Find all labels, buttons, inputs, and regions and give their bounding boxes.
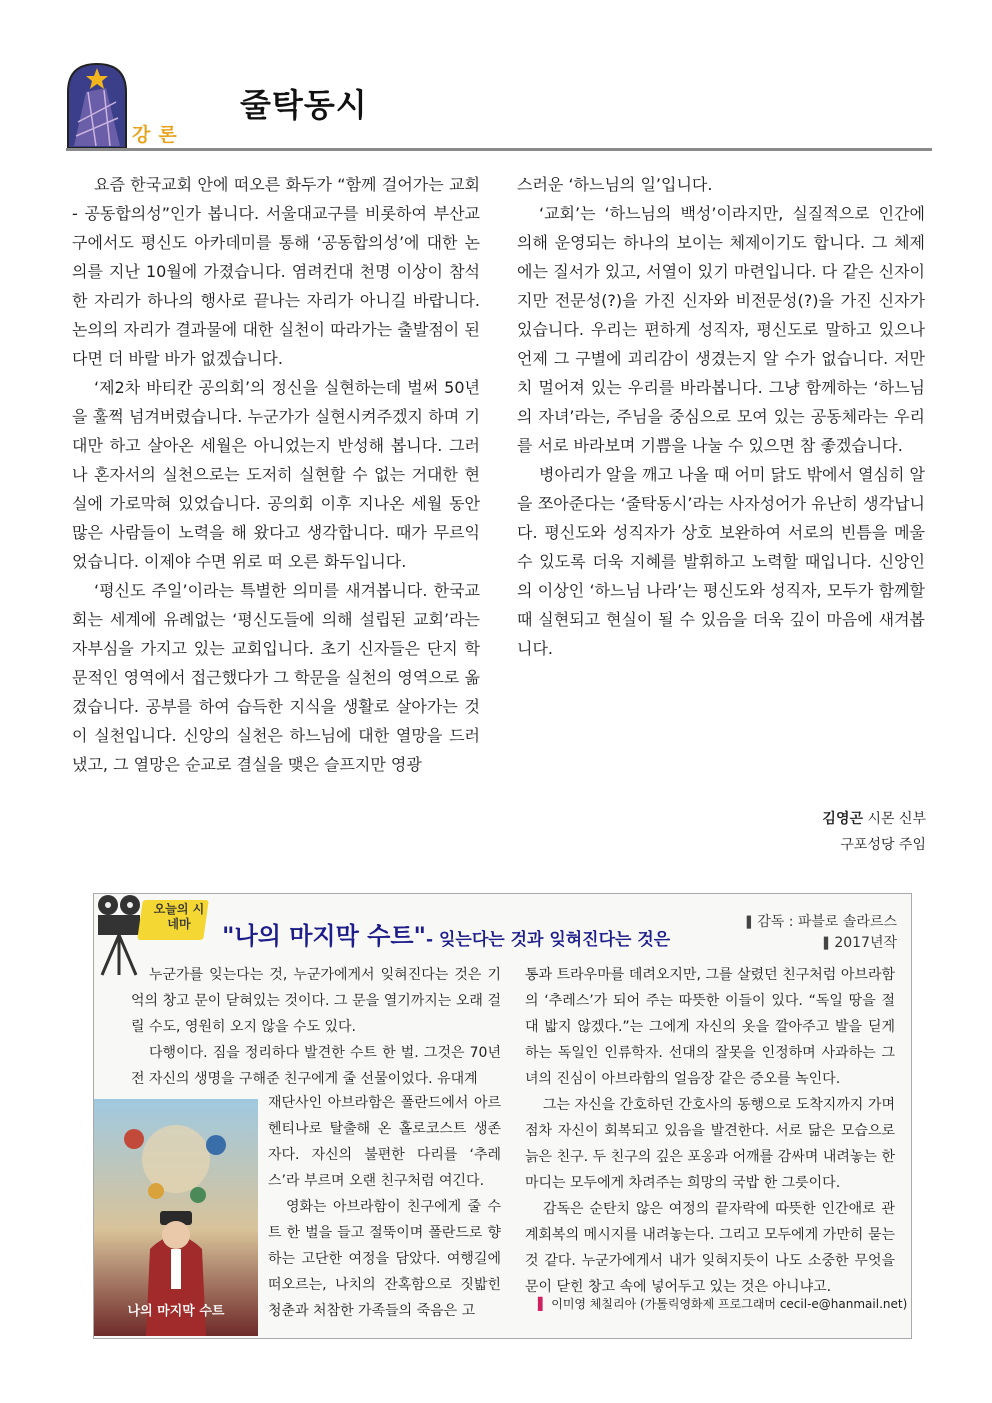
review-credit: ▌ 이미영 체칠리아 (가톨릭영화제 프로그래머 cecil-e@hanmail.net) [538,1295,907,1312]
page-title: 줄탁동시 [240,86,368,124]
movie-meta [735,912,897,954]
review-paragraph: 재단사인 아브라함은 폴란드에서 아르헨티나로 탈출해 온 홀로코스트 생존자다. 자신의 불편한 다리를 ‘추레스’라 부르며 오랜 친구처럼 여긴다. [268,1095,501,1189]
section-label: 강론 [132,124,185,146]
author-signature [760,806,926,858]
essay-paragraph: ‘교회’는 ‘하느님의 백성’이라지만, 실질적으로 인간에 의해 운영되는 하나의 보이는 체제이기도 합니다. 그 체제에는 질서가 있고, 서열이 있기 마련입니다. 다 같은 신자이지만 전문성(?)을 가진 신자와 비전문성(?)을 가진 신자가 있습니다. 우리는 편하게 성직자, 평신도로 말하고 있으나 언제 그 구별에 괴리감이 생겼는지 알 수가 없습니다. 저만치 멀어져 있는 우리를 바라봅니다. 그냥 함께하는 ‘하느님의 자녀’라는, 주님을 중심으로 모여 있는 공동체라는 우리를 서로 바라보며 기쁨을 나눌 수 있으면 참 좋겠습니다. [517,204,925,455]
review-paragraph: 감독은 순탄치 않은 여정의 끝자락에 따뜻한 인간애로 관계회복의 메시지를 내려놓는다. 그리고 모두에게 가만히 묻는 것 같다. 누군가에게서 내가 잊혀지듯이 나도 소중한 무엇을 문이 닫힌 창고 속에 넣어두고 있는 것은 아니냐고. [525,1201,895,1295]
essay-paragraph: ‘제2차 바티칸 공의회’의 정신을 실현하는데 벌써 50년을 훌쩍 넘겨버렸습니다. 누군가가 실현시켜주겠지 하며 기대만 하고 살아온 세월은 아니었는지 반성해 봅니다. 그러나 혼자서의 실천으로는 도저히 실현할 수 없는 거대한 현실에 가로막혀 있었습니다. 공의회 이후 지나온 세월 동안 많은 사람들이 노력을 해 왔다고 생각합니다. 때가 무르익었습니다. 이제야 수면 위로 떠 오른 화두입니다. [72,378,480,571]
review-column-right [525,962,895,1300]
essay-column-left [72,170,480,779]
review-paragraph: 통과 트라우마를 데려오지만, 그를 살렸던 친구처럼 아브라함의 ‘추레스’가 되어 주는 따뜻한 이들이 있다. “독일 땅을 절대 밟지 않겠다.”는 그에게 자신의 옷을 깔아주고 발을 딛게 하는 독일인 인류학자. 선대의 잘못을 인정하며 사과하는 그녀의 진심이 아브라함의 얼음장 같은 증오를 녹인다. [525,967,895,1087]
essay-paragraph: 병아리가 알을 깨고 나올 때 어미 닭도 밖에서 열심히 알을 쪼아준다는 ‘줄탁동시’라는 사자성어가 유난히 생각납니다. 평신도와 성직자가 상호 보완하여 서로의 빈틈을 메울 수 있도록 더욱 지혜를 발휘하고 노력할 때입니다. 신앙인의 이상인 ‘하느님 나라’는 평신도와 성직자, 모두가 함께할 때 실현되고 현실이 될 수 있음을 더욱 깊이 마음에 새겨봅니다. [517,465,925,658]
essay-paragraph: 요즘 한국교회 안에 떠오른 화두가 “함께 걸어가는 교회 - 공동합의성”인가 봅니다. 서울대교구를 비롯하여 부산교구에서도 평신도 아카데미를 통해 ‘공동합의성’에 대한 논의를 지난 10월에 가졌습니다. 염려컨대 천명 이상이 참석한 자리가 하나의 행사로 끝나는 자리가 아니길 바랍니다. 논의의 자리가 결과물에 대한 실천이 따라가는 출발점이 된다면 더 바랄 바가 없겠습니다. [72,175,480,368]
review-column-left-bottom [268,1090,501,1324]
movie-title: "나의 마지막 수트" [222,922,427,950]
review-paragraph: 누군가를 잊는다는 것, 누군가에게서 잊혀진다는 것은 기억의 창고 문이 닫혀있는 것이다. 그 문을 열기까지는 오래 걸릴 수도, 영원히 오지 않을 수도 있다. [131,967,501,1035]
essay-paragraph: 스러운 ‘하느님의 일’입니다. [517,175,713,194]
review-column-left-top [131,962,501,1092]
review-paragraph: 그는 자신을 간호하던 간호사의 동행으로 도착지까지 가며 점차 자신이 회복되고 있음을 발견한다. 서로 닮은 모습으로 늙은 친구. 두 친구의 깊은 포옹과 어깨를 감싸며 내려놓는 한 마디는 모두에게 차려주는 희망의 국밥 한 그릇이다. [525,1097,895,1191]
movie-director: ▌ 감독 : 파블로 솔라르스 [735,912,897,933]
author-name: 김영곤 [822,811,863,827]
header-divider [66,148,932,151]
movie-section-label: 오늘의 시네마 [153,902,205,931]
author-parish: 구포성당 주임 [840,837,926,853]
review-paragraph: 다행이다. 짐을 정리하다 발견한 수트 한 벌. 그것은 70년 전 자신의 생명을 구해준 친구에게 줄 선물이었다. 유대계 [131,1045,501,1087]
poster-title: 나의 마지막 수트 [127,1304,225,1319]
essay-paragraph: ‘평신도 주일’이라는 특별한 의미를 새겨봅니다. 한국교회는 세계에 유례없는 ‘평신도들에 의해 설립된 교회’라는 자부심을 가지고 있는 교회입니다. 초기 신자들은 단지 학문적인 영역에서 접근했다가 그 학문을 실천의 영역으로 옮겼습니다. 공부를 하여 습득한 지식을 생활로 살아가는 것이 실천입니다. 신앙의 실천은 하느님에 대한 열망을 드러냈고, 그 열망은 순교로 결실을 맺은 슬프지만 영광 [72,581,480,774]
review-paragraph: 영화는 아브라함이 친구에게 줄 수트 한 벌을 들고 절뚝이며 폴란드로 향하는 고단한 여정을 담았다. 여행길에 떠오르는, 나치의 잔혹함으로 짓밟힌 청춘과 처참한 가족들의 죽음은 고 [268,1199,501,1319]
essay-column-right [517,170,925,663]
stained-glass-icon [66,62,128,148]
movie-year: ▌ 2017년작 [735,933,897,954]
movie-subtitle: - 잊는다는 것과 잊혀진다는 것은 [426,930,671,950]
author-role: 시몬 신부 [867,811,926,827]
